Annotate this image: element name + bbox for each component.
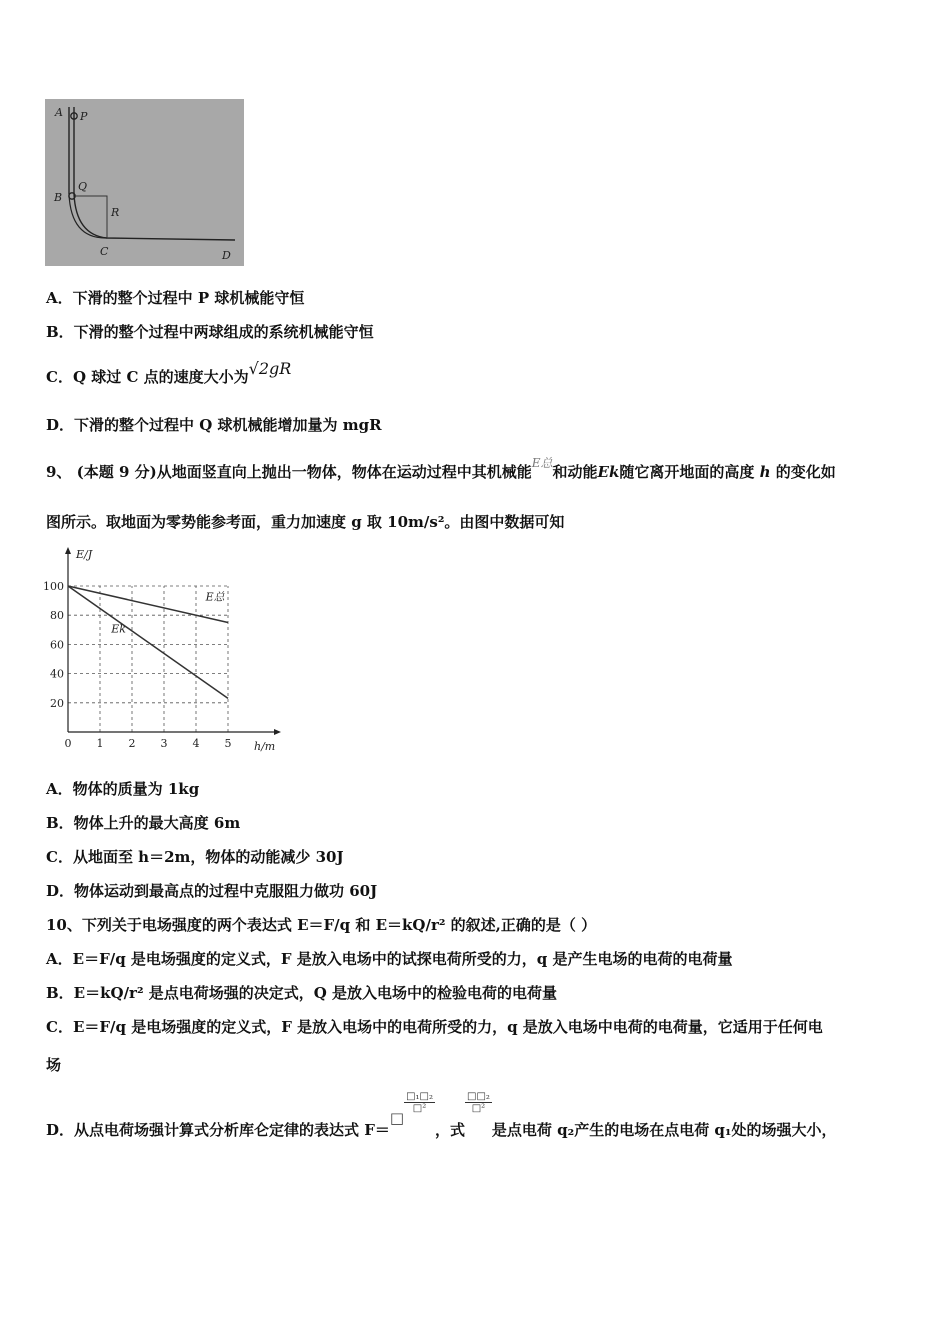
q8-option-a[interactable]: A．下滑的整个过程中 P 球机械能守恒 [46,289,305,307]
q9-stem-part2: 和动能 [552,463,598,481]
q10-option-d[interactable] [46,1091,837,1142]
track-diagram [45,99,244,266]
y-axis-label: E/J [76,548,93,561]
x-axis-arrow [274,729,281,735]
q9-option-a[interactable]: A．物体的质量为 1kg [46,780,200,798]
q9-stem-line2: 图所示。取地面为零势能参考面，重力加速度 g 取 10m/s²。由图中数据可知 [46,513,565,531]
fraction-2 [465,1091,492,1114]
q8-option-d[interactable]: D．下滑的整个过程中 Q 球机械能增加量为 mgR [46,416,382,434]
e-total-symbol: E总 [531,456,553,470]
q10-d-suffix: 是点电荷 q₂产生的电场在点电荷 q₁处的场强大小， [491,1121,837,1139]
x-tick-label: 1 [96,737,104,750]
y-tick-label: 80 [50,609,64,623]
q9-option-b[interactable]: B．物体上升的最大高度 6m [46,814,241,832]
series-label-ek: Ek [111,622,126,636]
series-line-e-total [68,586,228,623]
energy-chart-svg [40,545,285,755]
q8-option-c[interactable] [46,359,292,387]
label-q: Q [78,180,88,193]
q8-option-b[interactable]: B．下滑的整个过程中两球组成的系统机械能守恒 [46,323,374,341]
fraction-1-denominator: □² [412,1103,427,1114]
x-tick-label: 4 [192,737,200,750]
q10-option-a[interactable]: A．E＝F/q 是电场强度的定义式，F 是放入电场中的试探电荷所受的力，q 是产生电场的电荷的电荷量 [46,950,733,968]
q8-option-c-text: C．Q 球过 C 点的速度大小为 [46,368,249,386]
label-c: C [100,245,109,258]
series-label-e-total: E总 [205,590,225,604]
q10-option-c-line2[interactable]: 场 [46,1056,62,1074]
sqrt-2gr: √2gR [248,359,292,378]
y-axis-arrow [65,547,71,554]
ek-symbol: Ek [597,463,620,481]
y-tick-label: 100 [43,580,64,593]
y-tick-label: 40 [50,667,64,681]
label-p: P [80,110,88,123]
q10-stem: 10、下列关于电场强度的两个表达式 E＝F/q 和 E＝kQ/r² 的叙述,正确的是（ ） [46,916,597,934]
fraction-2-numerator: □□₂ [467,1091,490,1102]
track-figure [45,99,244,266]
label-b: B [54,191,63,204]
fraction-2-denominator: □² [471,1103,486,1114]
energy-chart [40,545,285,755]
label-a: A [55,106,63,119]
q10-option-c-line1[interactable]: C．E＝F/q 是电场强度的定义式，F 是放入电场中的电荷所受的力，q 是放入电场中电荷的电荷量，它适用于任何电 [46,1018,823,1036]
q9-stem-part4: 的变化如 [775,463,836,481]
q9-stem-part3: 随它离开地面的高度 [619,463,755,481]
fraction-1 [404,1091,435,1114]
label-d: D [222,249,231,262]
q9-option-d[interactable]: D．物体运动到最高点的过程中克服阻力做功 60J [46,882,378,900]
label-r: R [111,206,120,219]
fraction-1-numerator: □₁□₂ [406,1091,433,1102]
x-tick-label: 2 [128,737,136,750]
x-axis-label: h/m [254,740,276,753]
y-tick-label: 20 [50,696,64,710]
placeholder-box: □ [389,1109,405,1127]
q10-d-mid: ，式 [435,1121,466,1139]
q10-d-prefix: D．从点电荷场强计算式分析库仑定律的表达式 F＝ [46,1121,390,1139]
series-line-ek [68,586,228,698]
x-tick-label: 5 [224,737,232,750]
q10-option-b[interactable]: B．E＝kQ/r² 是点电荷场强的决定式，Q 是放入电场中的检验电荷的电荷量 [46,984,558,1002]
h-symbol: h [759,463,771,481]
x-tick-label: 3 [160,737,168,750]
q9-option-c[interactable]: C．从地面至 h＝2m，物体的动能减少 30J [46,848,344,866]
q9-stem-part1: 9、 (本题 9 分)从地面竖直向上抛出一物体，物体在运动过程中其机械能 [46,463,532,481]
q9-stem-line1 [46,456,836,482]
x-tick-label: 0 [64,737,72,750]
y-tick-label: 60 [50,638,64,652]
